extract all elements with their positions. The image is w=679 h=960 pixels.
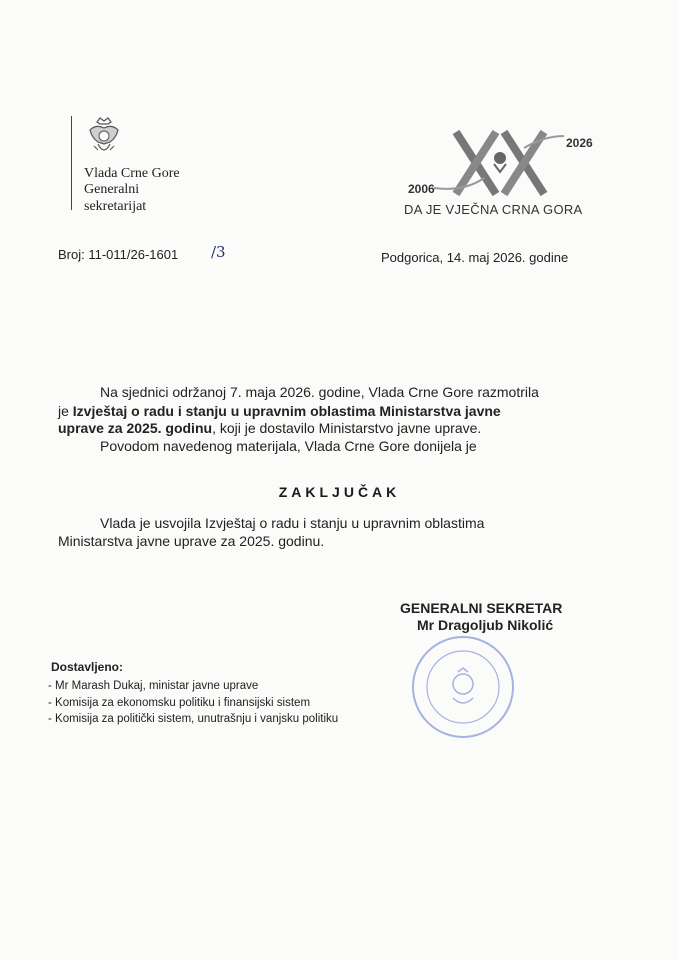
handwritten-suffix: /3: [211, 243, 226, 261]
body-line3-normal: , koji je dostavilo Ministarstvo javne uprave.: [212, 420, 482, 436]
header-divider: [71, 116, 72, 210]
reference-number: Broj: 11-011/26-1601: [58, 247, 179, 262]
anniversary-motto: DA JE VJEČNA CRNA GORA: [404, 202, 583, 217]
body-line2: [58, 403, 501, 419]
body-line2-normal: je: [58, 403, 73, 419]
conclusion-heading: ZAKLJUČAK: [278, 484, 401, 500]
official-stamp-icon: [408, 632, 518, 742]
body-line3: [58, 420, 481, 436]
anniversary-year-right: 2026: [566, 136, 593, 150]
org-name-line1: Vlada Crne Gore: [84, 166, 180, 181]
org-name-line3: sekretarijat: [84, 199, 147, 214]
anniversary-year-left: 2006: [408, 182, 435, 196]
body-line1: Na sjednici održanoj 7. maja 2026. godine, Vlada Crne Gore razmotrila: [100, 384, 539, 400]
place-date: Podgorica, 14. maj 2026. godine: [381, 250, 569, 265]
org-name-line2: Generalni: [84, 182, 140, 197]
signature-title: GENERALNI SEKRETAR: [400, 600, 563, 616]
distribution-label: Dostavljeno:: [51, 660, 124, 674]
signature-name: Mr Dragoljub Nikolić: [417, 617, 554, 633]
distribution-item: - Komisija za politički sistem, unutrašnju i vanjsku politiku: [48, 713, 339, 725]
report-title-part1: Izvještaj o radu i stanju u upravnim oblastima Ministarstva javne: [72, 403, 501, 419]
conclusion-line1: Vlada je usvojila Izvještaj o radu i stanju u upravnim oblastima: [100, 515, 485, 531]
conclusion-line2: Ministarstva javne uprave za 2025. godinu.: [58, 533, 325, 549]
distribution-item: - Mr Marash Dukaj, ministar javne uprave: [48, 680, 259, 692]
coat-of-arms-icon: [86, 116, 122, 160]
distribution-item: - Komisija za ekonomsku politiku i finansijski sistem: [48, 697, 311, 709]
body-line4: Povodom navedenog materijala, Vlada Crne Gore donijela je: [100, 438, 477, 454]
report-title-part2: uprave za 2025. godinu: [58, 420, 213, 436]
